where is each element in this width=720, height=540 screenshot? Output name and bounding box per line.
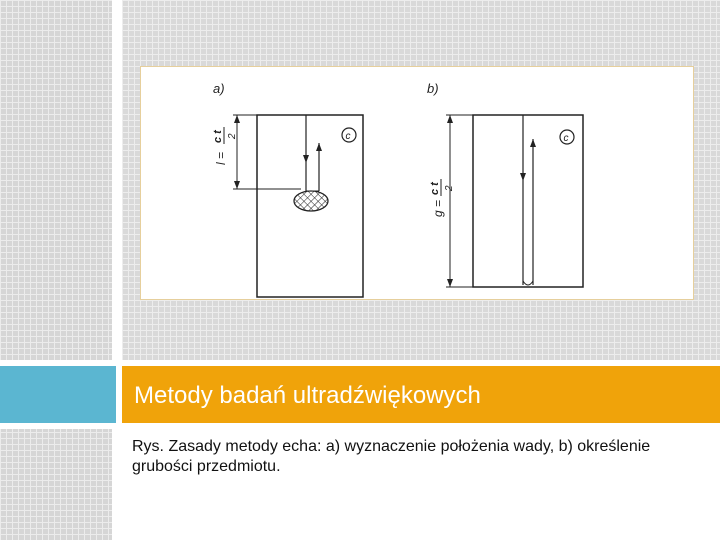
- defect-icon: [294, 191, 328, 211]
- panel-b-label: b): [427, 81, 439, 96]
- svg-text:l =: l =: [214, 151, 228, 165]
- down-arrow-icon: [520, 173, 526, 181]
- up-arrow-icon: [316, 143, 322, 151]
- svg-text:c t: c t: [429, 182, 441, 195]
- up-arrow-icon: [530, 139, 536, 147]
- svg-text:c t: c t: [212, 130, 224, 143]
- svg-text:2: 2: [227, 133, 238, 139]
- down-arrow-icon: [303, 155, 309, 163]
- svg-text:g =: g =: [431, 199, 445, 217]
- svg-text:2: 2: [444, 185, 455, 191]
- figure-caption: Rys. Zasady metody echa: a) wyznaczenie położenia wady, b) określenie grubości przedmiotu.: [132, 438, 651, 475]
- accent-block: [0, 366, 116, 423]
- probe-a-label: c: [345, 131, 351, 142]
- panel-a-label: a): [213, 81, 225, 96]
- formula-b: [429, 179, 455, 217]
- slide-title: Metody badań ultradźwiękowych: [134, 381, 481, 409]
- probe-b-label: c: [563, 133, 569, 144]
- formula-a: [212, 127, 238, 165]
- left-divider: [112, 0, 122, 540]
- caption-area: [122, 429, 720, 540]
- echo-method-figure: [140, 66, 694, 300]
- title-band: [122, 366, 720, 423]
